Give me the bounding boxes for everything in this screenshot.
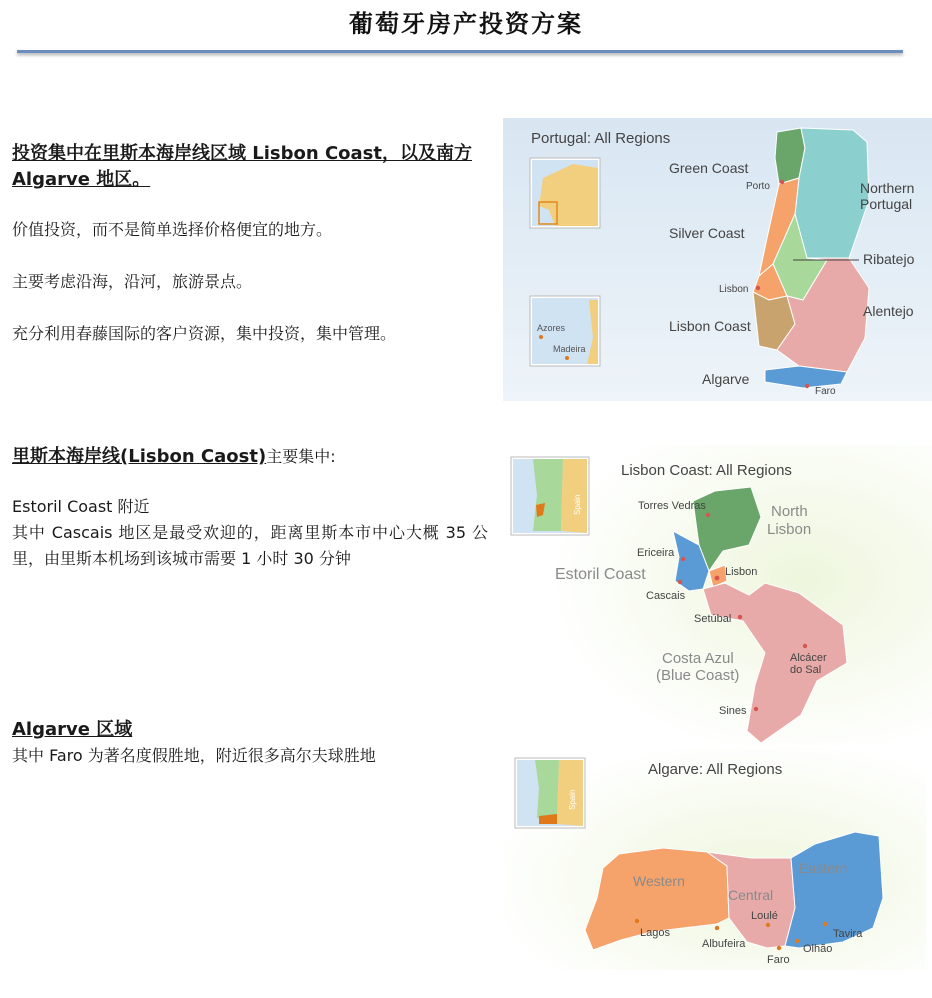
label-alcacer-1: Alcácer — [790, 652, 827, 664]
title-divider — [17, 50, 903, 53]
section-algarve — [12, 717, 488, 769]
faro-dot — [805, 384, 809, 388]
loule-dot — [766, 923, 770, 927]
label-faro: Faro — [767, 954, 790, 966]
label-torres-vedras: Torres Vedras — [638, 500, 706, 512]
label-sines: Sines — [719, 705, 747, 717]
sines-dot — [754, 707, 758, 711]
alcacer-dot — [803, 644, 807, 648]
azores-label: Azores — [537, 323, 566, 333]
label-ericeira: Ericeira — [637, 547, 675, 559]
label-eastern: Eastern — [799, 860, 848, 876]
label-western: Western — [633, 873, 685, 889]
label-cascais: Cascais — [646, 590, 686, 602]
label-green-coast: Green Coast — [669, 160, 749, 176]
faro-dot — [777, 946, 781, 950]
section2-line2: 其中 Cascais 地区是最受欢迎的，距离里斯本市中心大概 35 公里，由里斯本机场到该城市需要 1 小时 30 分钟 — [12, 523, 488, 568]
label-porto: Porto — [746, 181, 770, 192]
label-spain: Spain — [573, 494, 582, 515]
setubal-dot — [738, 615, 742, 619]
label-central: Central — [728, 887, 774, 903]
section1-heading-tail: ，以及南方 Algarve 地区。 — [12, 143, 472, 190]
madeira-dot — [565, 356, 569, 360]
map-title: Portugal: All Regions — [531, 130, 671, 147]
label-setubal: Setúbal — [694, 613, 732, 625]
lagos-dot — [635, 919, 639, 923]
label-albufeira: Albufeira — [702, 938, 746, 950]
page-title: 葡萄牙房产投资方案 — [349, 10, 583, 38]
porto-dot — [780, 180, 784, 184]
label-costa-azul-2: (Blue Coast) — [656, 667, 740, 684]
label-alcacer-2: do Sal — [790, 664, 822, 676]
algarve-map — [503, 748, 926, 970]
ericeira-dot — [681, 557, 685, 561]
label-algarve: Algarve — [702, 371, 750, 387]
section3-heading: Algarve 区域 — [12, 719, 133, 740]
olhao-dot — [795, 939, 799, 943]
section2-line1: Estoril Coast 附近 — [12, 497, 150, 516]
label-north-1: North — [771, 503, 808, 520]
section1-heading — [12, 141, 488, 193]
lisbon-dot — [715, 576, 720, 581]
label-lisbon-coast: Lisbon Coast — [669, 318, 751, 334]
label-northern-1: Northern — [860, 180, 915, 196]
label-olhao: Olhão — [803, 943, 833, 955]
label-estoril-coast: Estoril Coast — [555, 566, 646, 583]
section-investment — [12, 141, 488, 347]
map-title: Algarve: All Regions — [648, 761, 783, 778]
label-lisbon: Lisbon — [719, 284, 749, 295]
section2-heading: 里斯本海岸线(Lisbon Caost) — [12, 446, 267, 467]
label-faro: Faro — [815, 386, 836, 397]
section2-heading-suffix: 主要集中: — [266, 447, 336, 466]
lisbon-coast-map — [503, 445, 932, 745]
lisbon-inset-portugal — [533, 459, 563, 531]
tavira-dot — [823, 922, 827, 926]
label-lagos: Lagos — [640, 927, 670, 939]
albufeira-dot — [715, 926, 719, 930]
label-costa-azul-1: Costa Azul — [662, 650, 734, 667]
label-north-2: Lisbon — [767, 521, 812, 538]
label-alentejo: Alentejo — [863, 303, 914, 319]
map-title: Lisbon Coast: All Regions — [621, 462, 792, 479]
label-ribatejo: Ribatejo — [863, 251, 915, 267]
section-lisbon-coast — [12, 444, 488, 572]
section1-line2: 主要考虑沿海，沿河，旅游景点。 — [12, 272, 253, 291]
cascais-dot — [678, 580, 682, 584]
section3-line1: 其中 Faro 为著名度假胜地，附近很多高尔夫球胜地 — [12, 746, 376, 765]
lisbon-dot — [756, 286, 760, 290]
torres-vedras-dot — [706, 513, 710, 517]
section1-heading-main: 投资集中在里斯本海岸线区域 Lisbon Coast — [12, 143, 382, 164]
label-northern-2: Portugal — [860, 196, 913, 212]
label-spain: Spain — [568, 789, 577, 810]
label-loule: Loulé — [751, 910, 778, 922]
portugal-regions-map — [503, 118, 932, 401]
label-silver-coast: Silver Coast — [669, 225, 745, 241]
section1-line3: 充分利用春藤国际的客户资源，集中投资，集中管理。 — [12, 324, 397, 343]
madeira-label: Madeira — [553, 344, 586, 354]
label-lisbon: Lisbon — [725, 566, 758, 578]
section1-line1: 价值投资，而不是简单选择价格便宜的地方。 — [12, 220, 333, 239]
azores-dot — [539, 335, 543, 339]
section2-heading-line — [12, 444, 488, 470]
label-tavira: Tavira — [833, 928, 863, 940]
